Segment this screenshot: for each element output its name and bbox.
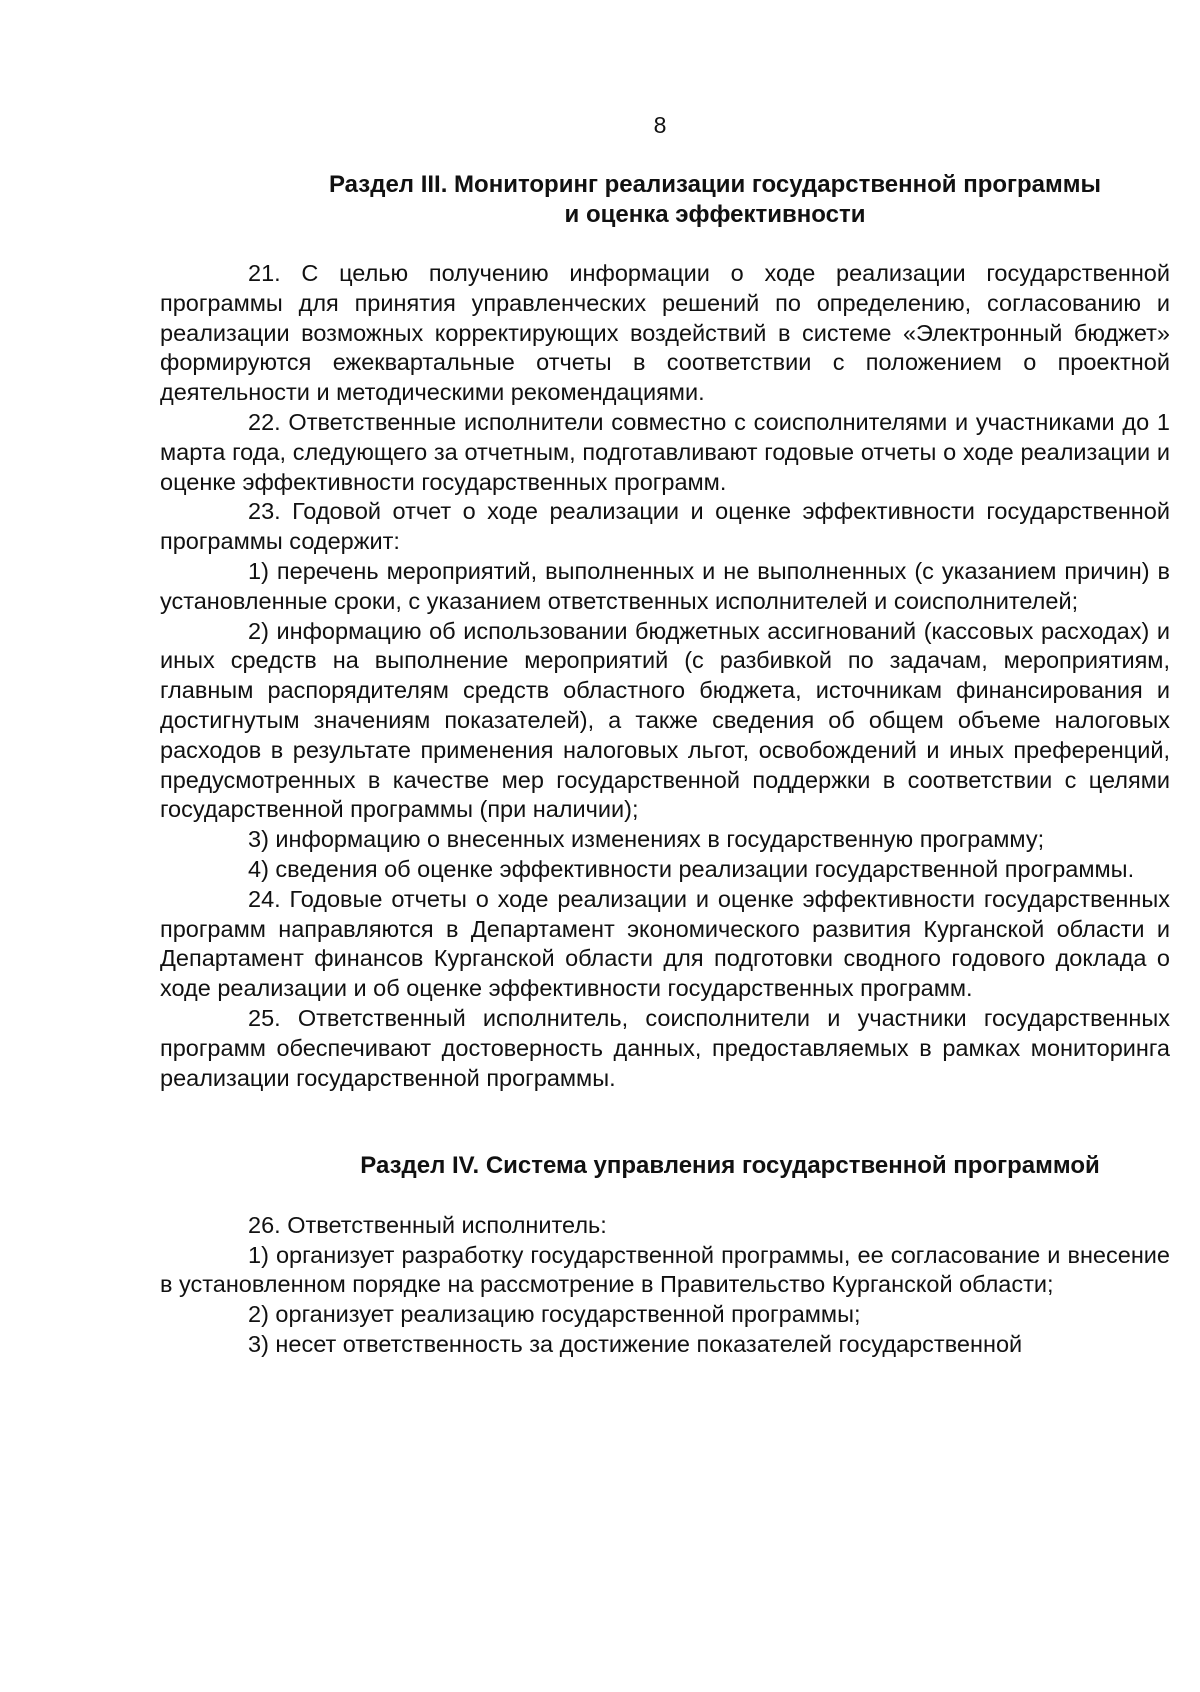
paragraph-26-item-3: 3) несет ответственность за достижение показателей государственной [248, 1331, 1023, 1357]
paragraph-23-item-2: 2) информацию об использовании бюджетных ассигнований (кассовых расходах) и иных средств на выполнение мероприятий (с разбивкой по задачам, мероприятиям, главным распорядителям средств областного бюджета, источникам финансирования и достигнутым значениям показателей), а также сведения об общем объеме налоговых расходов в результате применения налоговых льгот, освобождений и иных преференций, предусмотренных в качестве мер государственной поддержки в соответствии с целями государственной программы (при наличии); [160, 617, 1170, 823]
section-4 [160, 1151, 1170, 1359]
paragraph-22: 22. Ответственные исполнители совместно с соисполнителями и участниками до 1 марта года, следующего за отчетным, подготавливают годовые отчеты о ходе реализации и оценке эффективности государственных программ. [160, 408, 1170, 495]
document-body [160, 170, 1170, 1360]
paragraph-25: 25. Ответственный исполнитель, соисполнители и участники государственных программ обеспечивают достоверность данных, предоставляемых в рамках мониторинга реализации государственной программы. [160, 1004, 1170, 1091]
section-3 [160, 170, 1170, 1093]
paragraph-26-item-2: 2) организует реализацию государственной программы; [248, 1301, 861, 1328]
section-3-heading-line-1: Раздел III. Мониторинг реализации государственной программы [328, 171, 1102, 198]
paragraph-23-item-4: 4) сведения об оценке эффективности реализации государственной программы. [248, 855, 1135, 882]
paragraph-23-item-3: 3) информацию о внесенных изменениях в государственную программу; [248, 826, 1045, 853]
paragraph-21: 21. С целью получению информации о ходе реализации государственной программы для принятия управленческих решений по определению, согласованию и реализации возможных корректирующих воздействий в системе «Электронный бюджет» формируются ежеквартальные отчеты в соответствии с положением о проектной деятельности и методическими рекомендациями. [160, 260, 1170, 406]
section-3-heading [160, 170, 1170, 229]
paragraph-24: 24. Годовые отчеты о ходе реализации и оценке эффективности государственных программ направляются в Департамент экономического развития Курганской области и Департамент финансов Курганской области для подготовки сводного годового доклада о ходе реализации и об оценке эффективности государственных программ. [160, 885, 1170, 1002]
page-number: 8 [653, 112, 667, 138]
section-3-heading-line-2: и оценка эффективности [564, 200, 866, 228]
paragraph-26: 26. Ответственный исполнитель: [248, 1211, 607, 1238]
paragraph-23: 23. Годовой отчет о ходе реализации и оценке эффективности государственной программы содержит: [160, 498, 1170, 555]
section-4-heading: Раздел IV. Система управления государственной программой [360, 1152, 1100, 1180]
paragraph-23-item-1: 1) перечень мероприятий, выполненных и не выполненных (с указанием причин) в установленные сроки, с указанием ответственных исполнителей и соисполнителей; [160, 557, 1170, 614]
paragraph-26-item-1: 1) организует разработку государственной программы, ее согласование и внесение в установленном порядке на рассмотрение в Правительство Курганской области; [160, 1241, 1170, 1298]
